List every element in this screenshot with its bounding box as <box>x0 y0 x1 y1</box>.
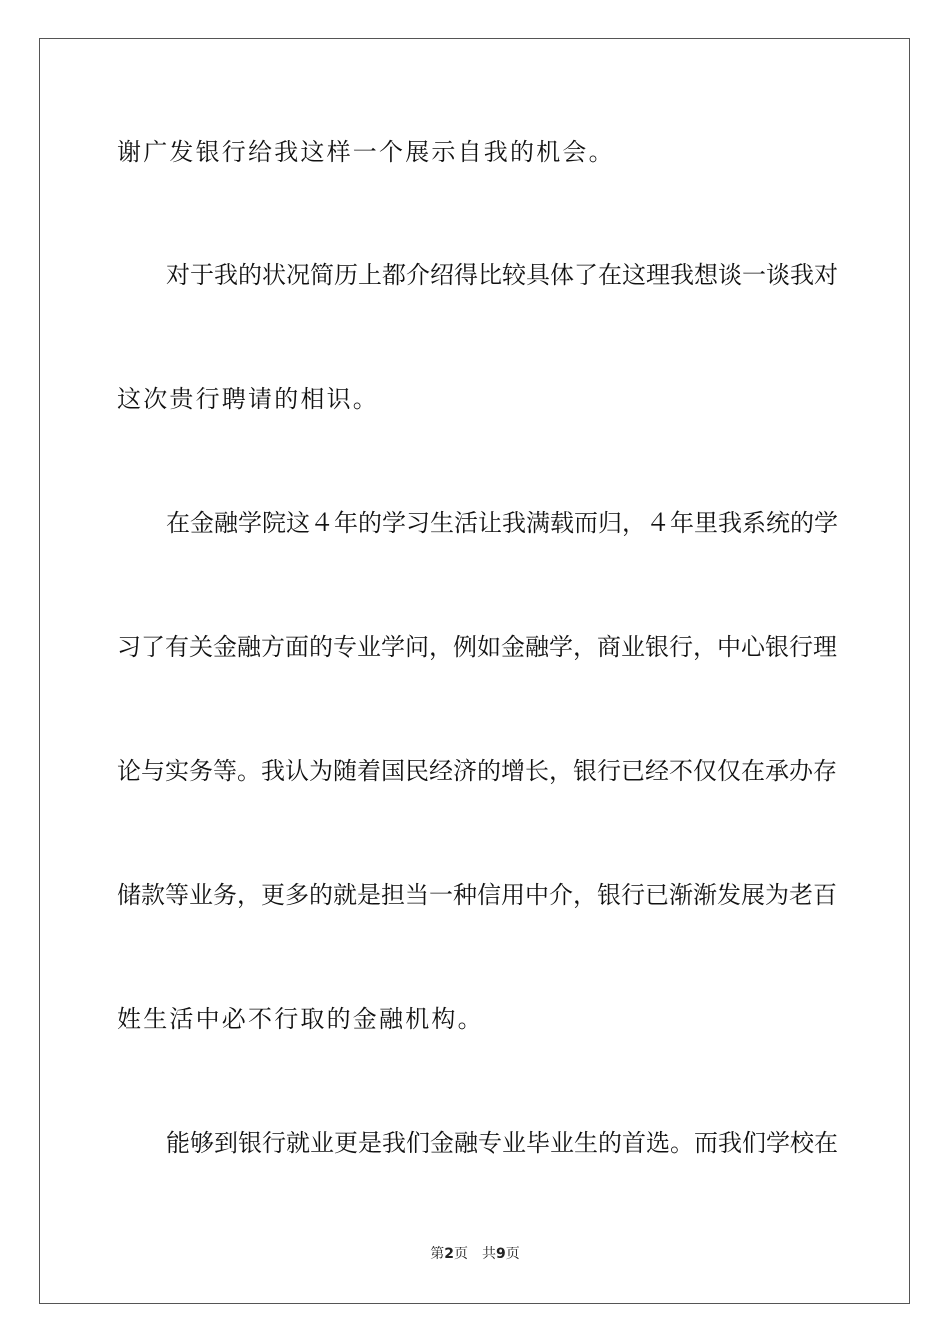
paragraph-line-6: 论与实务等。我认为随着国民经济的增长，银行已经不仅仅在承办存 <box>117 757 837 785</box>
footer-total-pages: 9 <box>496 1246 506 1262</box>
paragraph-line-4: 在金融学院这４年的学习生活让我满载而归，４年里我系统的学 <box>166 509 838 537</box>
paragraph-line-7: 储款等业务，更多的就是担当一种信用中介，银行已渐渐发展为老百 <box>117 881 837 909</box>
footer-page-prefix: 第 <box>430 1246 445 1262</box>
footer-page-suffix: 页 <box>454 1246 468 1262</box>
paragraph-line-5: 习了有关金融方面的专业学问，例如金融学，商业银行，中心银行理 <box>117 633 837 661</box>
paragraph-line-3: 这次贵行聘请的相识。 <box>117 385 379 413</box>
paragraph-line-1: 谢广发银行给我这样一个展示自我的机会。 <box>117 138 615 166</box>
page-footer <box>0 1245 950 1263</box>
paragraph-line-9: 能够到银行就业更是我们金融专业毕业生的首选。而我们学校在 <box>166 1129 838 1157</box>
footer-total-suffix: 页 <box>505 1246 520 1262</box>
footer-page-number: 2 <box>444 1246 454 1262</box>
paragraph-line-8: 姓生活中必不行取的金融机构。 <box>117 1005 484 1033</box>
paragraph-line-2: 对于我的状况简历上都介绍得比较具体了在这理我想谈一谈我对 <box>166 261 838 289</box>
footer-total-prefix: 共 <box>482 1246 496 1262</box>
page-border <box>39 38 910 1304</box>
